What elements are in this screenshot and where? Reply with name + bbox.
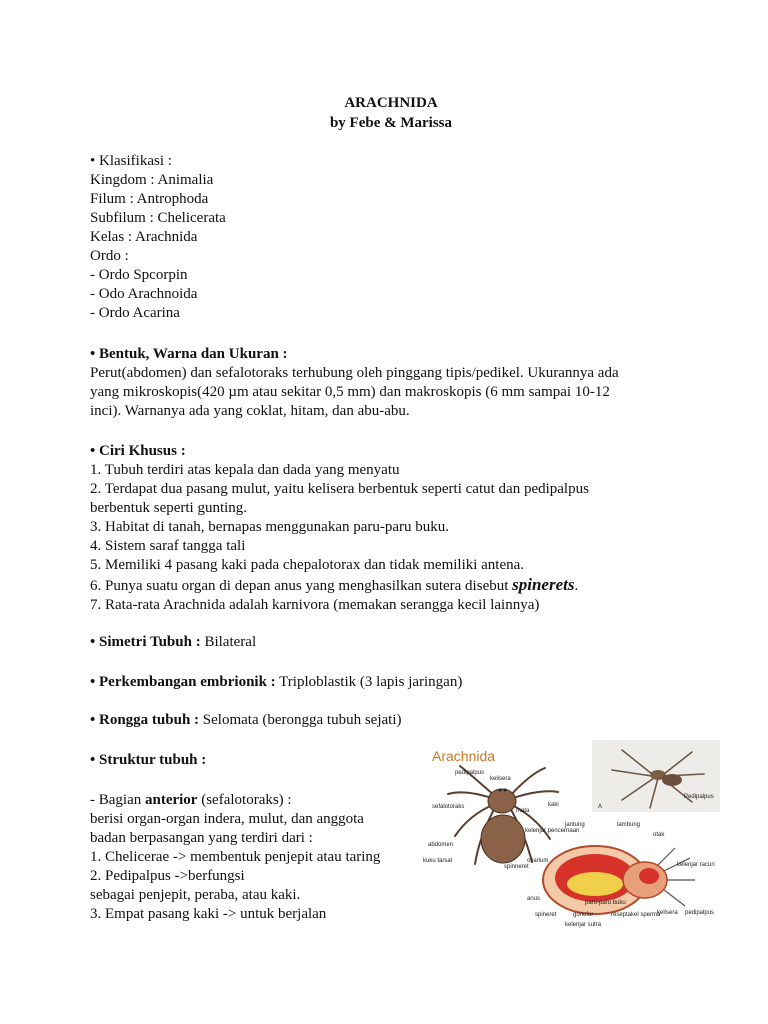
- cephalothorax-shape: [488, 789, 516, 813]
- label-reseptakel-sperma: reseptakel sperma: [611, 912, 661, 918]
- rongga-label: • Rongga tubuh :: [90, 712, 200, 728]
- ciri-heading: • Ciri Khusus :: [90, 443, 186, 459]
- label-ovarium: ovarium: [527, 858, 549, 864]
- struktur-line: 3. Empat pasang kaki -> untuk berjalan: [90, 906, 327, 922]
- label-paru-paru-buku: paru-paru buku: [585, 900, 626, 906]
- label-spinneret: spinneret: [504, 864, 529, 870]
- klasifikasi-line: - Ordo Spcorpin: [90, 267, 188, 283]
- struktur-line: 2. Pedipalpus ->berfungsi: [90, 868, 245, 884]
- document-title: ARACHNIDA: [344, 95, 438, 111]
- ciri-line: 3. Habitat di tanah, bernapas menggunakan paru-paru buku.: [90, 519, 450, 535]
- ciri-line: 7. Rata-rata Arachnida adalah karnivora (memakan serangga kecil lainnya): [90, 597, 540, 613]
- photo-label-pedipalpus: Pedipalpus: [684, 794, 714, 800]
- bentuk-line: inci). Warnanya ada yang coklat, hitam, dan abu-abu.: [90, 403, 410, 419]
- simetri-value: Bilateral: [200, 634, 257, 650]
- figure-title: Arachnida: [432, 748, 496, 764]
- ciri-line: 2. Terdapat dua pasang mulut, yaitu kelisera berbentuk seperti catut dan pedipalpus: [90, 481, 589, 497]
- bentuk-line: Perut(abdomen) dan sefalotoraks terhubung oleh pinggang tipis/pedikel. Ukurannya ada: [90, 365, 619, 381]
- label-gonofor: gonofor: [573, 912, 594, 918]
- spider-internal-diagram: [525, 818, 725, 930]
- label-jantung: jantung: [565, 822, 585, 828]
- struktur-line: berisi organ-organ indera, mulut, dan anggota: [90, 811, 364, 827]
- label-kelisera-internal: kelisera: [657, 910, 678, 916]
- label-abdomen: abdomen: [428, 842, 454, 848]
- abdomen-shape: [481, 815, 525, 863]
- struktur-line: sebagai penjepit, peraba, atau kaki.: [90, 887, 301, 903]
- photo-label-a: A: [598, 804, 603, 810]
- section-klasifikasi: [90, 152, 670, 323]
- struktur-heading: • Struktur tubuh :: [90, 752, 207, 768]
- struktur-line: badan berpasangan yang terdiri dari :: [90, 830, 313, 846]
- label-kelenjar-pencernaan: kelenjar pencernaan: [525, 828, 580, 834]
- struktur-anterior: - Bagian anterior (sefalotoraks) :: [90, 792, 292, 808]
- section-rongga: [90, 711, 670, 730]
- label-kaki: kaki: [548, 802, 559, 808]
- klasifikasi-line: - Odo Arachnoida: [90, 286, 198, 302]
- label-kelenjar-sutra: kelenjar sutra: [565, 922, 602, 928]
- label-kelisera: kelisera: [490, 776, 511, 782]
- document-authors: by Febe & Marissa: [329, 115, 453, 131]
- klasifikasi-line: - Ordo Acarina: [90, 305, 180, 321]
- label-kuku-tarsal: kuku tarsal: [423, 858, 453, 864]
- struktur-line: 1. Chelicerae -> membentuk penjepit atau taring: [90, 849, 381, 865]
- label-otak: otak: [653, 832, 665, 838]
- spider-photo: [592, 740, 720, 812]
- ciri-line: berbentuk seperti gunting.: [90, 500, 248, 516]
- klasifikasi-line: Subfilum : Chelicerata: [90, 210, 226, 226]
- ciri-line: 4. Sistem saraf tangga tali: [90, 538, 246, 554]
- perkembangan-value: Triploblastik (3 lapis jaringan): [275, 674, 463, 690]
- label-lambung: lambung: [617, 822, 641, 828]
- bentuk-line: yang mikroskopis(420 µm atau sekitar 0,5 mm) dan makroskopis (6 mm sampai 10-12: [90, 384, 610, 400]
- klasifikasi-heading: • Klasifikasi :: [90, 153, 172, 169]
- ciri-line: 1. Tubuh terdiri atas kepala dan dada yang menyatu: [90, 462, 400, 478]
- section-ciri-khusus: [90, 442, 670, 615]
- ciri-line-6: 6. Punya suatu organ di depan anus yang menghasilkan sutera disebut spinerets.: [90, 575, 579, 594]
- ciri-line: 5. Memiliki 4 pasang kaki pada chepalotorax dan tidak memiliki antena.: [90, 557, 525, 573]
- label-kelenjar-racun: kelenjar racun: [677, 862, 715, 868]
- bentuk-heading: • Bentuk, Warna dan Ukuran :: [90, 346, 288, 362]
- klasifikasi-line: Kelas : Arachnida: [90, 229, 198, 245]
- section-bentuk: [90, 345, 670, 421]
- section-simetri: [90, 633, 670, 652]
- section-perkembangan: [90, 673, 670, 692]
- label-anus: anus: [527, 896, 541, 902]
- label-pedipalpus-internal: pedipalpus: [685, 910, 715, 916]
- klasifikasi-line: Filum : Antrophoda: [90, 191, 209, 207]
- perkembangan-label: • Perkembangan embrionik :: [90, 674, 276, 690]
- label-spineret: spineret: [535, 912, 557, 918]
- simetri-label: • Simetri Tubuh :: [90, 634, 201, 650]
- klasifikasi-line: Kingdom : Animalia: [90, 172, 214, 188]
- section-struktur: [90, 751, 420, 924]
- label-pedipalpus: pedipalpus: [455, 770, 485, 776]
- klasifikasi-line: Ordo :: [90, 248, 129, 264]
- label-mata: mata: [516, 808, 530, 814]
- spinerets-term: spinerets: [512, 575, 575, 594]
- rongga-value: Selomata (berongga tubuh sejati): [199, 712, 402, 728]
- label-sefalotoraks: sefalotoraks: [432, 804, 465, 810]
